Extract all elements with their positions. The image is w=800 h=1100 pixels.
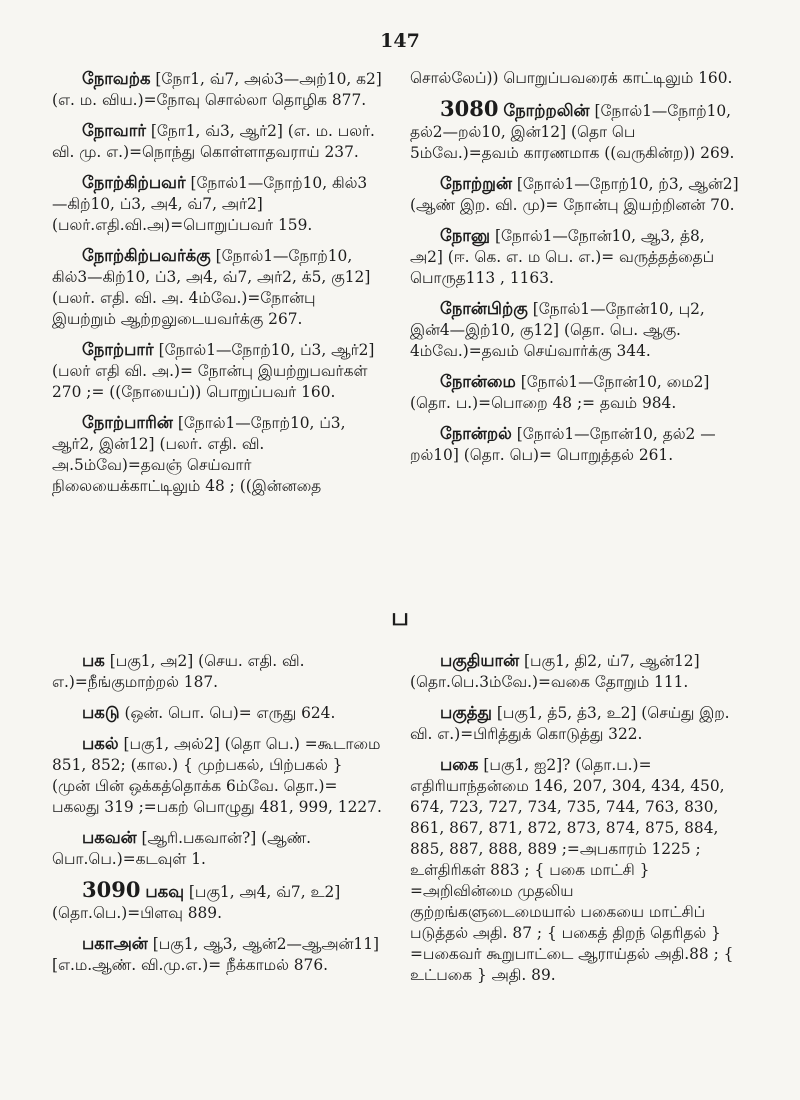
dictionary-entry (410, 423, 740, 466)
entry-definition: [நோ1, வ்3, ஆர்2] (எ. ம. பலர். வி. மு. எ.)=நொந்து கொள்ளாதவராய் 237. (52, 122, 375, 161)
entry-headword: நோவற்க (82, 69, 151, 88)
dictionary-entry (410, 225, 740, 289)
entry-definition: [நோல்1—நோற்10, ப்3, ஆர்2, இன்12] (பலர். எதி. வி. அ.5ம்வே)=தவஞ் செய்வார் நிலையைக்காட்டிலும் 48 ; ((இன்னதை (52, 414, 346, 495)
entry-definition: [நோல்1—நோன்10, தல்2 — றல்10] (தொ. பெ)= பொறுத்தல் 261. (410, 425, 716, 464)
entry-definition: [நோல்1—நோற்10, ற்3, ஆன்2] (ஆண் இற. வி. மு)= நோன்பு இயற்றினன் 70. (410, 175, 739, 214)
entry-headword: நோன்மை (440, 372, 516, 391)
entry-headword: நோற்றலின் (503, 101, 590, 120)
entry-definition: [நோல்1—நோற்10, கில்3—கிற்10, ப்3, அ4, வ்7, அர்2] (பலர்.எதி.வி.அ)=பொறுப்பவர் 159. (52, 174, 368, 234)
right-column-bottom (410, 650, 740, 995)
entry-definition: [பகு1, அ4, வ்7, உ2] (தொ.பெ.)=பிளவு 889. (52, 883, 341, 922)
entry-headword: பகல் (82, 734, 119, 753)
entry-number: 3090 (82, 877, 141, 902)
entry-headword: பகுத்து (440, 703, 492, 722)
entry-headword: நோன்பிற்கு (440, 299, 528, 318)
entry-definition: [பகு1, அல்2] (தொ பெ.) =கூடாமை 851, 852; (கால.) { முற்பகல், பிற்பகல் } (முன் பின் ஒக்கத்தொக்க 6ம்வே. தொ.)= பகலது 319 ;=பகற் பொழுது 481, 999, 1227. (52, 735, 382, 816)
page-number: 147 (380, 30, 420, 52)
entry-definition: [நோல்1—நோன்10, ஆ3, த்8, அ2] (ஈ. கெ. எ. ம பெ. எ.)= வருத்தத்தைப் பொருத113 , 1163. (410, 227, 715, 287)
entry-definition: [பகு1, ஐ2]? (தொ.ப.)= எதிரியாந்தன்மை 146, 207, 304, 434, 450, 674, 723, 727, 734, 735, 744, 763, 830, 861, 867, 871, 872, 873, 874, 875, 884, 885, 887, 888, 889 ;=அபகாரம் 1225 ; உள்திரிகள் 883 ; { பகை மாட்சி } =அறிவின்மை முதலிய குற்றங்களுடைமையால் பகையை மாட்சிப் படுத்தல் அதி. 87 ; { பகைத் திறந் தெரிதல் } =பகைவர் கூறுபாட்டை ஆராய்தல் அதி.88 ; { உட்பகை } அதி. 89. (410, 756, 734, 984)
entry-headword: நோற்பார் (82, 340, 154, 359)
dictionary-entry (52, 650, 382, 693)
left-column-bottom (52, 650, 382, 985)
dictionary-entry (410, 98, 740, 164)
dictionary-entry (410, 754, 740, 986)
entry-headword: பகவு (145, 882, 184, 901)
entry-headword: நோற்கிற்பவர் (82, 173, 186, 192)
entry-definition: [நோல்1—நோன்10, பு2, இன்4—இற்10, கு12] (தொ. பெ. ஆகு. 4ம்வே.)=தவம் செய்வார்க்கு 344. (410, 300, 705, 360)
dictionary-entry (52, 120, 382, 163)
entry-definition: [பகு1, தி2, ய்7, ஆன்12] (தொ.பெ.3ம்வே.)=வகை தோறும் 111. (410, 652, 700, 691)
entry-headword: நோற்கிற்பவர்க்கு (82, 246, 211, 265)
dictionary-entry (52, 245, 382, 330)
entry-definition: [நோல்1—நோற்10, கில்3—கிற்10, ப்3, அ4, வ்7, அர்2, க்5, கு12] (பலர். எதி. வி. அ. 4ம்வே.)=நோன்பு இயற்றும் ஆற்றலுடையவர்க்கு 267. (52, 247, 371, 328)
entry-headword: பகவன் (82, 828, 137, 847)
dictionary-entry (52, 933, 382, 976)
entry-definition: [நோல்1—நோன்10, மை2] (தொ. ப.)=பொறை 48 ;= தவம் 984. (410, 373, 710, 412)
entry-definition: [பகு1, த்5, த்3, உ2] (செய்து இற. வி. எ.)=பிரித்துக் கொடுத்து 322. (410, 704, 730, 743)
entry-headword: பகடு (82, 703, 120, 722)
dictionary-entry (52, 68, 382, 111)
entry-definition: [நோல்1—நோற்10, தல்2—றல்10, இன்12] (தொ பெ 5ம்வே.)=தவம் காரணமாக ((வருகின்ற)) 269. (410, 102, 735, 162)
dictionary-entry (52, 827, 382, 870)
entry-headword: நோனு (440, 226, 491, 245)
entry-definition: (ஒன். பொ. பெ)= எருது 624. (124, 704, 336, 722)
entry-definition: [பகு1, அ2] (செய. எதி. வி. எ.)=நீங்குமாற்றல் 187. (52, 652, 305, 691)
dictionary-entry (410, 702, 740, 745)
dictionary-entry (52, 172, 382, 236)
dictionary-entry (52, 339, 382, 403)
entry-definition: [பகு1, ஆ3, ஆன்2—ஆஅன்11] [எ.ம.ஆண். வி.மு.எ.)= நீக்காமல் 876. (52, 935, 380, 974)
left-column-top (52, 68, 382, 506)
entry-definition: [நோ1, வ்7, அல்3—அற்10, க2] (எ. ம. விய.)=நோவு சொல்லா தொழிக 877. (52, 70, 382, 109)
entry-definition: [ஆரி.பகவான்?] (ஆண். பொ.பெ.)=கடவுள் 1. (52, 829, 312, 868)
dictionary-entry (410, 650, 740, 693)
entry-headword: நோன்றல் (440, 424, 512, 443)
dictionary-entry (410, 173, 740, 216)
entry-headword: பகை (440, 755, 479, 774)
dictionary-entry (410, 371, 740, 414)
entry-headword: பகுதியான் (440, 651, 520, 670)
dictionary-entry (52, 879, 382, 924)
entry-headword: பக (82, 651, 105, 670)
entry-definition: [நோல்1—நோற்10, ப்3, ஆர்2] (பலர் எதி வி. அ.)= நோன்பு இயற்றுபவர்கள் 270 ;= ((நோயைப்)) பொறுப்பவர் 160. (52, 341, 375, 401)
dictionary-entry (52, 702, 382, 724)
entry-headword: நோவார் (82, 121, 146, 140)
entry-headword: நோற்பாரின் (82, 413, 173, 432)
dictionary-entry (52, 733, 382, 818)
dictionary-entry (52, 412, 382, 497)
entry-headword: பகாஅன் (82, 934, 148, 953)
section-letter: ப (391, 602, 409, 631)
right-column-top (410, 68, 740, 475)
entry-headword: நோற்றுன் (440, 174, 512, 193)
dictionary-entry (410, 68, 740, 89)
dictionary-entry (410, 298, 740, 362)
entry-number: 3080 (440, 96, 499, 121)
entry-definition: சொல்லேப்)) பொறுப்பவரைக் காட்டிலும் 160. (410, 69, 733, 87)
